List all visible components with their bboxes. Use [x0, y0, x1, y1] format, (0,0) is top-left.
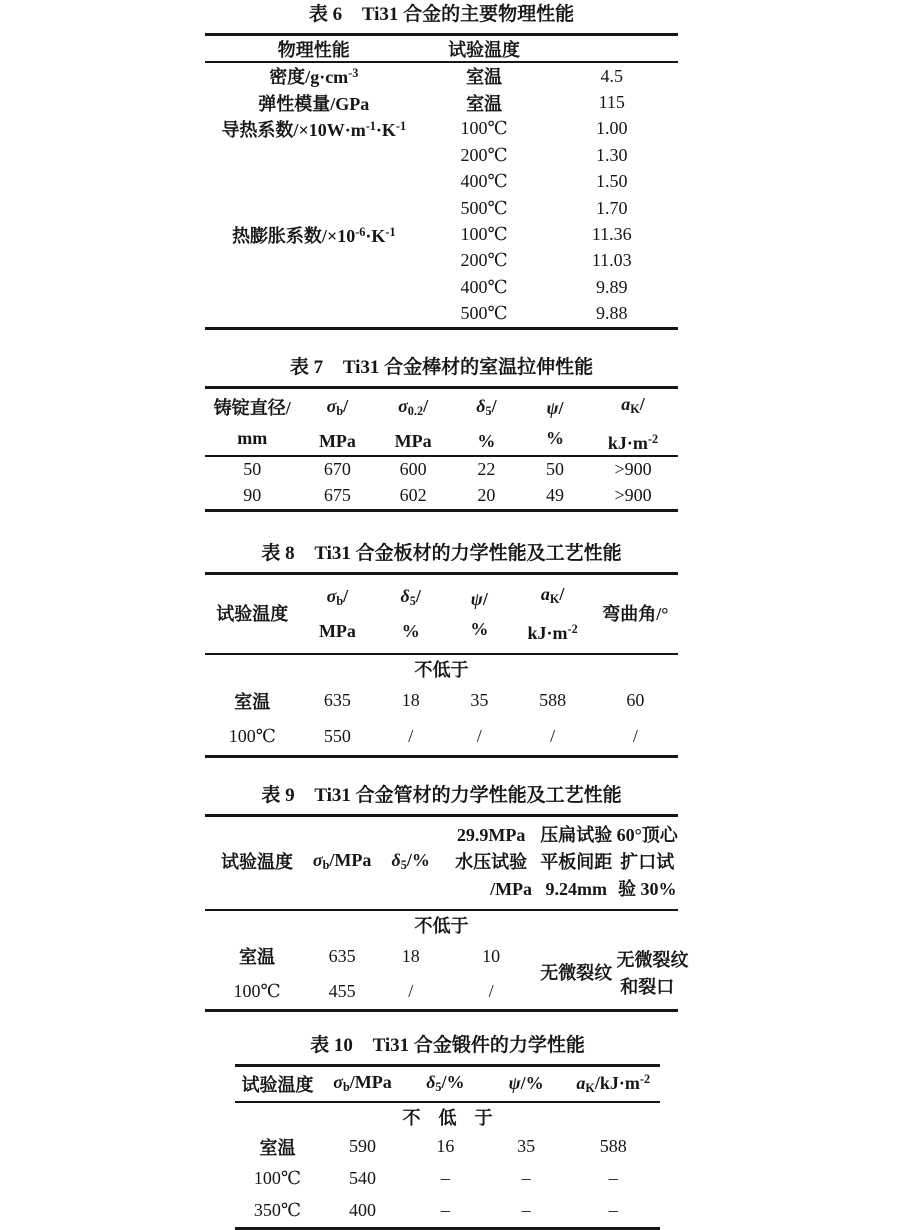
table-9-body [205, 939, 689, 1009]
property-cell: 密度$/g\cdot cm^{-3}$ [269, 66, 359, 88]
column-header-psi [522, 389, 588, 458]
sigma-b-cell: 400 [349, 1200, 376, 1221]
test-temperature-cell: 室温 [234, 691, 271, 712]
header-line: MPa [318, 431, 356, 451]
table-6-bottom-rule [205, 327, 678, 330]
table-6-header-row [205, 36, 678, 61]
bend-angle-cell: / [632, 726, 638, 747]
sigma-b-cell: 540 [349, 1168, 376, 1189]
flattening-test-result-cell: 无微裂纹 [540, 963, 613, 984]
header-line: 扩口试 [620, 852, 675, 873]
sigma-02-cell: 602 [399, 485, 427, 506]
table-8-title: Ti31 合金板材的力学性能及工艺性能 [314, 542, 622, 564]
table-10-header-row [235, 1067, 660, 1101]
column-header-property: 物理性能 [277, 40, 350, 60]
table-7-header-row [205, 389, 678, 455]
header-line: 压扁试验 [540, 825, 613, 846]
ak-cell: – [608, 1168, 618, 1189]
column-header-sigma-b [300, 575, 376, 653]
sigma-b-cell: 455 [328, 980, 356, 1001]
column-header-bend-angle [593, 575, 678, 653]
sigma-02-cell: 600 [399, 459, 427, 480]
table-6-physical-properties [205, 3, 678, 330]
header-line: $\sigma_{0.2}/$ [398, 395, 429, 418]
header-line: 试验温度 [221, 852, 294, 873]
table-8-label: 表 8 [261, 542, 295, 564]
property-cell: 导热系数$/\times 10W\cdot m^{-1}\cdot K^{-1}$ [221, 118, 407, 140]
delta-5-cell: 18 [401, 945, 420, 966]
delta-5-cell: 16 [436, 1136, 455, 1157]
sigma-b-cell: 635 [323, 690, 351, 711]
column-header-flattening-test [536, 817, 616, 909]
table-9-header-row [205, 817, 678, 909]
column-header-hydro-test [446, 817, 536, 909]
header-line: MPa [318, 621, 356, 642]
column-header-psi: ψ/% [508, 1073, 544, 1094]
column-header-sigma-b [309, 817, 375, 909]
hydro-test-cell: / [488, 980, 494, 1001]
psi-cell: 50 [545, 459, 564, 480]
temperature-cell: 200℃ [460, 250, 508, 271]
table-row [205, 142, 678, 168]
not-less-than-row: 不低于 [414, 659, 469, 680]
header-line: $\sigma_b/$ [326, 395, 349, 418]
delta-5-cell: – [440, 1168, 450, 1189]
ak-cell: – [608, 1200, 618, 1221]
value-cell: 1.70 [596, 197, 628, 218]
header-line: $\delta_5/$ [476, 395, 497, 418]
table-row [205, 683, 678, 719]
table-7-label: 表 7 [289, 356, 324, 378]
property-cell: 弹性模量/GPa [258, 93, 370, 114]
column-header-sigma-b: $\sigma_b$/MPa [333, 1072, 392, 1095]
header-line: $\sigma_b$/MPa [312, 849, 372, 872]
hydro-test-cell: 10 [482, 945, 501, 966]
table-9-title: Ti31 合金管材的力学性能及工艺性能 [314, 784, 622, 806]
table-row [205, 457, 678, 483]
ak-cell: / [550, 726, 556, 747]
ingot-diameter-cell: 50 [243, 459, 262, 480]
column-header-flaring-test [616, 817, 677, 909]
table-row [205, 274, 678, 300]
not-less-than-row: 不 低 于 [402, 1107, 493, 1128]
test-temperature-cell: 100℃ [228, 726, 276, 747]
column-header-temperature: 试验温度 [448, 40, 521, 60]
table-row [205, 89, 678, 115]
psi-cell: – [521, 1168, 531, 1189]
test-temperature-cell: 100℃ [253, 1168, 302, 1189]
sigma-b-cell: 550 [323, 726, 351, 747]
header-line: 弯曲角/° [602, 603, 669, 624]
column-header-test-temperature [205, 817, 309, 909]
temperature-cell: 100℃ [460, 224, 508, 245]
header-line: 平板间距 [540, 852, 613, 873]
test-temperature-cell: 100℃ [233, 980, 281, 1001]
table-9-label: 表 9 [261, 784, 295, 806]
header-line: MPa [394, 431, 432, 451]
table-10-forging-properties [235, 1034, 660, 1230]
flaring-result-line: 和裂口 [620, 976, 675, 997]
table-9-caption [205, 784, 678, 808]
header-line: $kJ\cdot m^{-2}$ [527, 622, 578, 644]
sigma-b-cell: 670 [323, 459, 351, 480]
column-header-delta-5 [375, 817, 446, 909]
column-header-ingot-diameter [205, 389, 300, 458]
table-7-caption [205, 356, 678, 380]
table-row [205, 63, 678, 89]
value-cell: 1.50 [596, 171, 628, 192]
header-line: /MPa [490, 879, 533, 900]
test-temperature-cell: 室温 [259, 1137, 296, 1158]
column-header-delta-5: $\delta_5/\%$ [426, 1072, 465, 1095]
value-cell: 115 [598, 92, 625, 113]
header-line: 60°顶心 [616, 825, 678, 846]
psi-cell: 49 [545, 485, 564, 506]
delta-5-cell: 20 [477, 485, 496, 506]
value-cell: 11.03 [591, 250, 632, 271]
table-row [205, 301, 678, 327]
temperature-cell: 500℃ [460, 303, 508, 324]
table-row [205, 169, 678, 195]
table-row [205, 483, 678, 509]
table-row [235, 1195, 660, 1227]
header-line: 29.9MPa [456, 825, 526, 846]
header-line: % [545, 428, 564, 449]
value-cell: 1.00 [596, 118, 628, 139]
column-header-test-temperature [205, 575, 300, 653]
header-line: $kJ\cdot m^{-2}$ [607, 431, 659, 454]
temperature-cell: 100℃ [460, 118, 508, 139]
header-line: % [477, 431, 496, 451]
not-less-than-row: 不低于 [414, 915, 469, 936]
column-header-delta-5 [375, 575, 446, 653]
table-7-bar-tensile-properties [205, 356, 678, 512]
sigma-b-cell: 675 [323, 485, 351, 506]
psi-cell: / [476, 726, 482, 747]
header-line: 9.24mm [545, 879, 608, 900]
temperature-cell: 室温 [466, 67, 503, 88]
column-header-test-temperature: 试验温度 [241, 1074, 314, 1095]
table-8-plate-properties [205, 542, 678, 758]
value-cell: 9.88 [596, 303, 628, 324]
table-row [205, 195, 678, 221]
header-line: $\delta_5/$ [400, 586, 421, 609]
header-line: % [401, 621, 420, 642]
ingot-diameter-cell: 90 [243, 485, 262, 506]
table-8-caption [205, 542, 678, 566]
flaring-result-line: 无微裂纹 [616, 949, 689, 970]
header-line: 铸锭直径/ [213, 398, 291, 419]
psi-cell: 35 [517, 1136, 536, 1157]
table-6-label: 表 6 [308, 4, 343, 25]
flaring-test-result-cell [616, 947, 689, 1001]
column-header-delta-5 [451, 389, 522, 458]
table-row [235, 1163, 660, 1195]
table-9-bottom-rule [205, 1009, 678, 1012]
table-row [235, 1131, 660, 1163]
ak-cell: >900 [614, 459, 652, 480]
column-header-psi [446, 575, 512, 653]
table-8-header-row [205, 575, 678, 653]
psi-cell: – [521, 1200, 531, 1221]
table-9-tube-properties [205, 784, 689, 1012]
header-line: 水压试验 [455, 852, 528, 873]
table-10-caption [235, 1034, 660, 1058]
header-line: $\delta_5/\%$ [391, 849, 430, 872]
header-line: ψ/ [546, 398, 564, 419]
sigma-b-cell: 635 [328, 945, 356, 966]
property-cell: 热膨胀系数$/\times 10^{-6}\cdot K^{-1}$ [231, 224, 396, 246]
value-cell: 1.30 [596, 144, 628, 165]
table-8-bottom-rule [205, 755, 678, 758]
delta-5-cell: – [440, 1200, 450, 1221]
table-row [205, 719, 678, 755]
value-cell: 11.36 [591, 224, 632, 245]
column-header-ak [512, 575, 592, 653]
temperature-cell: 室温 [466, 93, 503, 114]
bend-angle-cell: 60 [626, 690, 645, 711]
table-row [205, 221, 678, 247]
header-line: ψ/ [470, 588, 488, 609]
delta-5-cell: 22 [477, 459, 496, 480]
header-line: % [470, 618, 489, 639]
table-7-bottom-rule [205, 509, 678, 512]
header-line: 试验温度 [216, 603, 289, 624]
test-temperature-cell: 350℃ [253, 1200, 302, 1221]
delta-5-cell: / [408, 980, 414, 1001]
scanned-page [205, 0, 689, 1230]
table-row [205, 116, 678, 142]
value-cell: 4.5 [600, 65, 624, 86]
temperature-cell: 400℃ [460, 171, 508, 192]
delta-5-cell: / [408, 726, 414, 747]
table-10-label: 表 10 [310, 1034, 353, 1056]
sigma-b-cell: 590 [349, 1136, 376, 1157]
table-10-bottom-rule [235, 1227, 660, 1230]
table-6-title: Ti31 合金的主要物理性能 [361, 4, 575, 25]
header-line: mm [237, 428, 268, 449]
column-header-sigma-b [300, 389, 376, 458]
temperature-cell: 400℃ [460, 276, 508, 297]
column-header-sigma-02 [375, 389, 451, 458]
table-7-title: Ti31 合金棒材的室温拉伸性能 [342, 356, 594, 378]
temperature-cell: 500℃ [460, 197, 508, 218]
value-cell: 9.89 [596, 276, 628, 297]
table-10-title: Ti31 合金锻件的力学性能 [372, 1034, 585, 1056]
column-header-ak: $a_K/kJ\cdot m^{-2}$ [576, 1071, 651, 1095]
header-line: $a_K/$ [621, 393, 645, 416]
header-line: $\sigma_b/$ [326, 586, 349, 609]
table-6-caption [205, 3, 678, 27]
header-line: $a_K/$ [540, 584, 565, 607]
ak-cell: 588 [539, 690, 567, 711]
column-header-ak [588, 389, 678, 458]
temperature-cell: 200℃ [460, 144, 508, 165]
ak-cell: 588 [599, 1136, 627, 1157]
ak-cell: >900 [614, 485, 652, 506]
table-row [205, 248, 678, 274]
psi-cell: 35 [470, 690, 489, 711]
delta-5-cell: 18 [401, 690, 420, 711]
test-temperature-cell: 室温 [239, 947, 276, 968]
header-line: 验 30% [617, 879, 677, 900]
